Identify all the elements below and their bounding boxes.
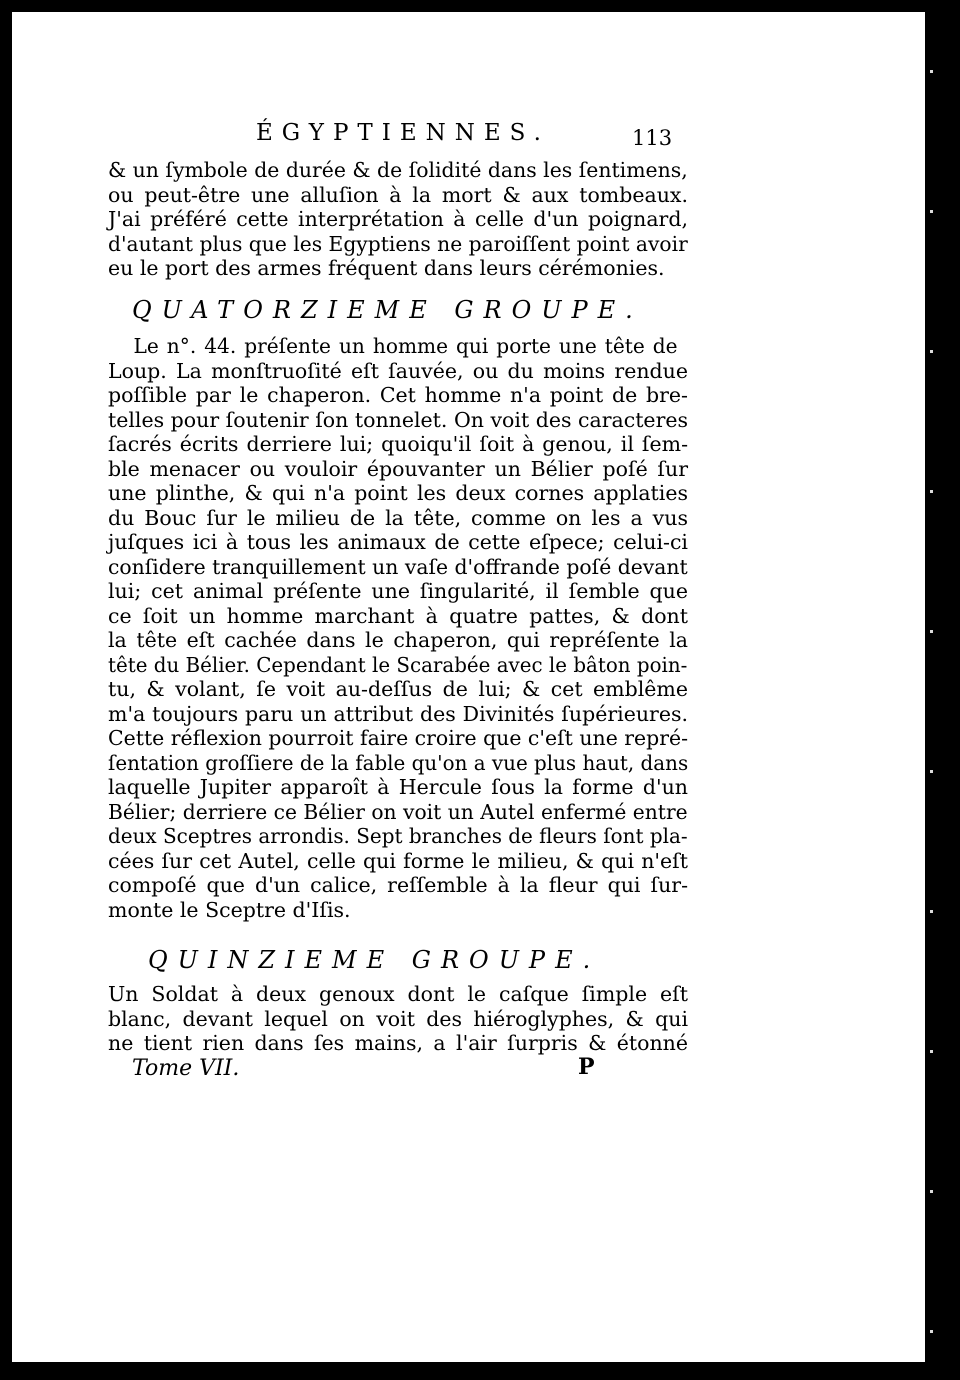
text-line: Le n°. 44. préſente un homme qui porte une tête de bbox=[133, 334, 678, 358]
text-line: ſentation groſſiere de la fable qu'on a vue plus haut, dans bbox=[108, 750, 689, 775]
text-line: m'a toujours paru un attribut des Divinités ſupérieures. bbox=[108, 701, 688, 726]
text-line: ble menacer ou vouloir épouvanter un Bélier poſé ſur bbox=[108, 456, 688, 481]
section-heading-15: QUINZIEME GROUPE. bbox=[148, 946, 601, 974]
text-line: lui; cet animal préſente une ſingularité, il ſemble que bbox=[108, 579, 688, 603]
text-line: telles pour ſoutenir ſon tonnelet. On voit des caracteres bbox=[108, 407, 689, 432]
text-line: du Bouc ſur le milieu de la tête, comme on les a vus bbox=[108, 505, 688, 530]
text-line: & un ſymbole de durée & de ſolidité dans les ſentimens, bbox=[108, 158, 688, 182]
text-line: tête du Bélier. Cependant le Scarabée avec le bâton poin- bbox=[108, 652, 688, 677]
running-title: ÉGYPTIENNES. bbox=[256, 120, 550, 146]
text-line: ne tient rien dans ſes mains, a l'air ſurpris & étonné bbox=[108, 1031, 688, 1055]
section-heading-14: QUATORZIEME GROUPE. bbox=[132, 296, 643, 324]
page-footer bbox=[108, 1056, 688, 1088]
text-line: Loup. La monſtruoſité eſt ſauvée, ou du moins rendue bbox=[108, 358, 688, 383]
text-line: cées ſur cet Autel, celle qui forme le milieu, & qui n'eſt bbox=[108, 848, 688, 873]
scan-edge-artifact bbox=[930, 40, 933, 1340]
text-line: deux Sceptres arrondis. Sept branches de fleurs ſont pla- bbox=[108, 824, 688, 848]
text-line: Bélier; derriere ce Bélier on voit un Autel enfermé entre bbox=[108, 799, 688, 824]
text-line: tu, & volant, ſe voit au-deſſus de lui; & cet emblême bbox=[108, 677, 688, 701]
text-line: d'autant plus que les Egyptiens ne paroiſſent point avoir bbox=[108, 231, 688, 256]
signature-mark: P bbox=[578, 1054, 595, 1080]
text-line: Un Soldat à deux genoux dont le caſque ſimple eſt bbox=[108, 982, 688, 1006]
paragraph-group-15 bbox=[108, 982, 688, 1056]
running-head bbox=[108, 112, 708, 152]
text-line: laquelle Jupiter apparoît à Hercule ſous la forme d'un bbox=[108, 775, 688, 799]
text-line: poſſible par le chaperon. Cet homme n'a point de bre- bbox=[108, 383, 688, 407]
text-line: une plinthe, & qui n'a point les deux cornes applaties bbox=[108, 481, 688, 505]
volume-label: Tome VII. bbox=[132, 1056, 240, 1081]
text-line: juſques ici à tous les animaux de cette eſpece; celui-ci bbox=[108, 530, 688, 554]
paragraph-group-14 bbox=[108, 334, 688, 922]
text-line: blanc, devant lequel on voit des hiéroglyphes, & qui bbox=[108, 1006, 688, 1031]
text-line: conſidere tranquillement un vaſe d'offrande poſé devant bbox=[108, 554, 688, 579]
text-line: monte le Sceptre d'Iſis. bbox=[108, 897, 351, 922]
text-line: ſacrés écrits derriere lui; quoiqu'il ſoit à genou, il ſem- bbox=[108, 432, 688, 456]
text-line: ou peut-être une alluſion à la mort & aux tombeaux. bbox=[108, 182, 688, 207]
paragraph-intro bbox=[108, 158, 688, 281]
text-line: J'ai préféré cette interprétation à celle d'un poignard, bbox=[108, 207, 688, 231]
page-number: 113 bbox=[632, 126, 673, 150]
text-line: Cette réflexion pourroit faire croire que c'eſt une repré- bbox=[108, 726, 689, 750]
text-line: compoſé que d'un calice, reſſemble à la fleur qui ſur- bbox=[108, 873, 688, 897]
text-line: ce ſoit un homme marchant à quatre pattes, & dont bbox=[108, 603, 688, 628]
text-line: eu le port des armes fréquent dans leurs cérémonies. bbox=[108, 256, 665, 280]
text-line: la tête eſt cachée dans le chaperon, qui repréſente la bbox=[108, 628, 688, 652]
book-page bbox=[12, 12, 925, 1362]
